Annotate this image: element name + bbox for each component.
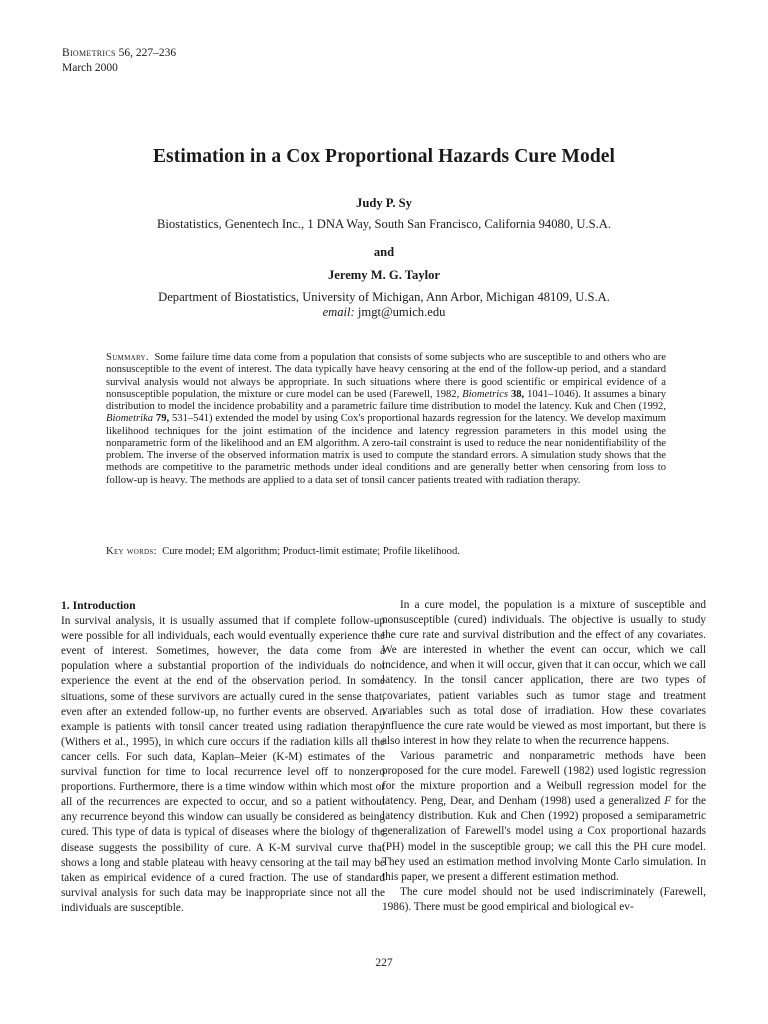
and-separator: and xyxy=(373,245,395,259)
keywords-text: Cure model; EM algorithm; Product-limit estimate; Profile likelihood. xyxy=(162,546,460,557)
summary-journal-1: Biometrics xyxy=(462,388,509,400)
intro-paragraph-3-F: F xyxy=(664,795,672,808)
summary-volume-2: 79, xyxy=(155,413,170,425)
journal-date: March 2000 xyxy=(62,62,118,74)
author-email[interactable]: jmgt@umich.edu xyxy=(357,305,446,319)
author-email-line xyxy=(0,305,768,320)
intro-paragraph-4: The cure model should not be used indiscriminately (Farewell, 1986). There must be good empirical and biological ev- xyxy=(382,885,706,913)
summary-journal-2: Biometrika xyxy=(106,413,154,425)
author-name-2: Jeremy M. G. Taylor xyxy=(327,268,441,282)
email-label: email: xyxy=(322,305,355,319)
summary-text-1: Some failure time data come from a population that consists of some subjects who are susceptible to and others who are nonsusceptible to the event of interest. The data typically have heavy censoring at the end of the follow-up period, and a standard survival analysis would not always be appropriate. In such situations where there is good scientific or empirical evidence of a nonsusceptible population, the mixture or cure model can be used (Farewell, 1982, xyxy=(106,352,667,400)
intro-paragraph-2: In a cure model, the population is a mixture of susceptible and nonsusceptible (cured) individuals. The objective is usually to study the cure rate and survival distribution and the effect of any covariates. We are interested in whether the event can occur, which we call incidence, and when it will occur, given that it can occur, which we call latency. In the tonsil cancer application, there are two types of covariates, patient variables such as tumor stage and treatment variables such as total dose of irradiation. How these covariates influence the cure rate would be viewed as most important, but there is also interest in how they relate to when the recurrence happens. xyxy=(382,599,706,747)
journal-header xyxy=(62,46,176,76)
author-name-1: Judy P. Sy xyxy=(356,196,412,210)
journal-volume-pages: 56, 227–236 xyxy=(118,47,177,59)
left-column xyxy=(61,598,385,916)
summary-label: Summary. xyxy=(106,352,149,363)
keywords-block xyxy=(106,546,666,557)
summary-text-2: 1041–1046). It assumes a binary distribution to model the incidence probability and a parametric failure time distribution to model the latency. Kuk and Chen (1992, xyxy=(106,388,666,412)
keywords-label: Key words: xyxy=(106,546,157,557)
section-heading: 1. Introduction xyxy=(61,599,136,612)
intro-paragraph-1: In survival analysis, it is usually assumed that if complete follow-up were possible for all individuals, each would eventually experience the event of interest. Sometimes, however, the data come from a population where a substantial proportion of the individuals do not experience the event at the end of the observation period. In some situations, some of these survivors are actually cured in the sense that, even after an extended follow-up, no further events are observed. An example is patients with tonsil cancer treated using radiation therapy (Withers et al., 1995), in which cure occurs if the radiation kills all the cancer cells. For such data, Kaplan–Meier (K-M) estimates of the survival function for time to local recurrence level off to nonzero proportions. Furthermore, there is a time window within which most or all of the recurrences are expected to occur, and so a patient without any recurrence beyond this window can usually be considered as being cured. This type of data is typical of diseases where the biology of the disease suggests the possibility of cure. A K-M survival curve that shows a long and stable plateau with heavy censoring at the tail may be taken as empirical evidence of a cured fraction. The use of standard survival analysis for such data may be inappropriate since not all the individuals are susceptible. xyxy=(61,615,385,914)
intro-paragraph-3-b: for the latency distribution. Kuk and Chen (1992) proposed a semiparametric generalization of Farewell's model using a Cox proportional hazards (PH) model in the susceptible group; we call this the PH cure model. They used an estimation method involving Monte Carlo simulation. In this paper, we present a different estimation method. xyxy=(382,795,706,883)
page-number: 227 xyxy=(375,957,393,969)
author-affiliation-2: Department of Biostatistics, University of Michigan, Ann Arbor, Michigan 48109, U.S.A. xyxy=(158,290,610,304)
summary-text-3: 531–541) extended the model by using Cox's proportional hazards regression for the latency. We develop maximum likelihood techniques for the joint estimation of the incidence and latency regression parameters in this model using the nonparametric form of the likelihood and an EM algorithm. A zero-tail constraint is used to reduce the near nonidentifiability of the problem. The inverse of the observed information matrix is used to compute the standard errors. A simulation study shows that the methods are competitive to the parametric methods under ideal conditions and are generally better when censoring from loss to follow-up is heavy. The methods are applied to a data set of tonsil cancer patients treated with radiation therapy. xyxy=(106,413,666,486)
summary-block xyxy=(106,352,666,487)
author-affiliation-1: Biostatistics, Genentech Inc., 1 DNA Way, South San Francisco, California 94080, U.S.A. xyxy=(156,217,612,231)
paper-title: Estimation in a Cox Proportional Hazards Cure Model xyxy=(152,146,616,167)
summary-volume-1: 38, xyxy=(510,388,525,400)
intro-paragraph-3-a: Various parametric and nonparametric methods have been proposed for the cure model. Farewell (1982) used logistic regression for the mixture proportion and a Weibull regression model for the latency. Peng, Dear, and Denham (1998) used a generalized xyxy=(382,749,706,808)
journal-name: Biometrics xyxy=(62,47,116,59)
right-column xyxy=(382,598,706,915)
intro-paragraph-3 xyxy=(382,749,706,885)
